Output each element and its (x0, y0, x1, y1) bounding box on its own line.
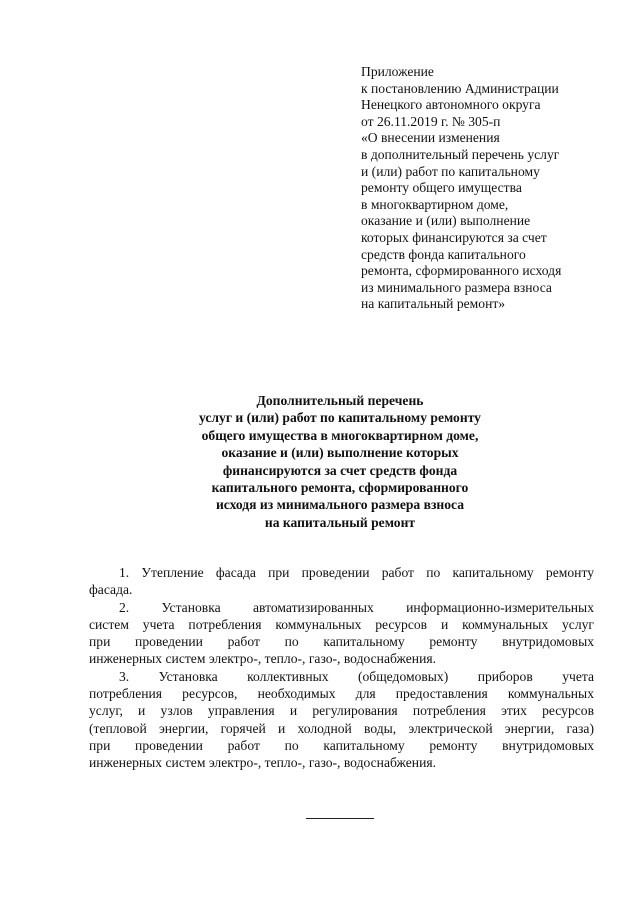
title-line: капитального ремонта, сформированного (211, 480, 469, 496)
appendix-line: от 26.11.2019 г. № 305-п (361, 113, 501, 129)
list-item-line: инженерных систем электро-, тепло-, газо-, водоснабжения. (89, 755, 436, 771)
appendix-line: к постановлению Администрации (361, 80, 559, 96)
appendix-line: Ненецкого автономного округа (361, 97, 541, 113)
list-item-line: при проведении работ по капитальному ремонту внутридомовых (89, 634, 594, 650)
appendix-line: средств фонда капитального (361, 246, 526, 262)
list-item-line: 3. Установка коллективных (общедомовых) приборов учета (119, 668, 594, 684)
title-line: исходя из минимального размера взноса (215, 497, 465, 513)
list-item-line: 1. Утепление фасада при проведении работ по капитальному ремонту (119, 565, 594, 580)
list-item-line: при проведении работ по капитальному ремонту внутридомовых (89, 737, 594, 753)
appendix-line: «О внесении изменения (361, 130, 500, 146)
list-item-line: систем учета потребления коммунальных ресурсов и коммунальных услуг (89, 616, 594, 632)
list-item-line: (тепловой энергии, горячей и холодной воды, электрической энергии, газа) (89, 720, 594, 736)
title-line: общего имущества в многоквартирном доме, (201, 427, 479, 443)
list-item-1 (89, 564, 594, 599)
title-line: на капитальный ремонт (264, 514, 416, 530)
appendix-line: оказание и (или) выполнение (361, 213, 531, 229)
list-item-line: инженерных систем электро-, тепло-, газо-, водоснабжения. (89, 651, 436, 667)
list-item-3 (89, 668, 594, 772)
appendix-line: из минимального размера взноса (361, 279, 552, 295)
appendix-line: ремонту общего имущества (361, 180, 522, 196)
appendix-header (361, 64, 611, 313)
list-item-line: услуг, и узлов управления и регулирования потребления этих ресурсов (89, 703, 594, 719)
appendix-line: ремонта, сформированного исходя (361, 263, 562, 279)
title-line: оказание и (или) выполнение которых (221, 445, 459, 461)
appendix-line: и (или) работ по капитальному (361, 163, 540, 179)
title-line: услуг и (или) работ по капитальному ремонту (199, 410, 481, 426)
appendix-line: которых финансируются за счет (361, 229, 547, 245)
document-title (140, 392, 540, 531)
appendix-line: Приложение (361, 64, 434, 79)
list-item-line: потребления ресурсов, необходимых для предоставления коммунальных (89, 686, 594, 702)
list-item-2 (89, 599, 594, 668)
appendix-line: в дополнительный перечень услуг (361, 146, 560, 162)
numbered-list (89, 564, 594, 772)
appendix-line: на капитальный ремонт» (361, 296, 506, 312)
title-line: финансируются за счет средств фонда (222, 462, 458, 478)
appendix-line: в многоквартирном доме, (361, 196, 509, 212)
title-line: Дополнительный перечень (256, 393, 424, 408)
end-divider (306, 818, 374, 819)
list-item-line: фасада. (89, 582, 133, 598)
list-item-line: 2. Установка автоматизированных информационно-измерительных (119, 599, 594, 615)
